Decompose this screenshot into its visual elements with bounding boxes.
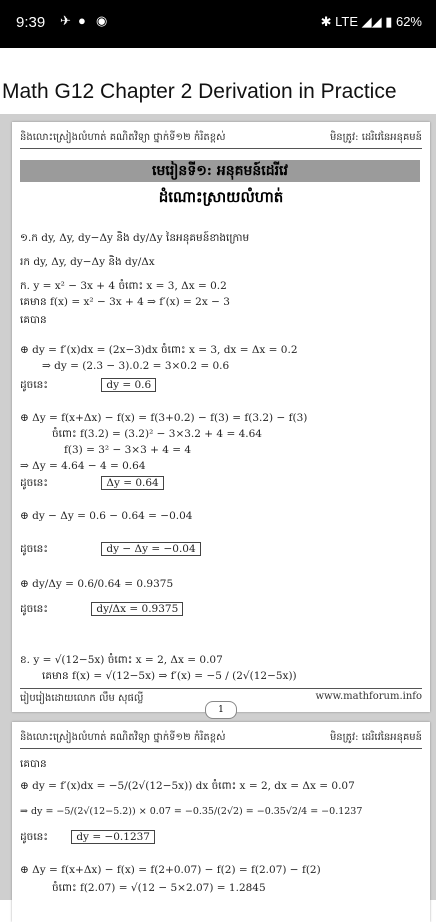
answer-box: dy = −0.1237 [71, 830, 155, 844]
answer-row [20, 602, 183, 618]
math-line: ខ. y = √(12−5x) ចំពោះ x = 2, Δx = 0.07 [20, 654, 223, 666]
answer-label: ដូចនេះ [20, 543, 48, 555]
header-left: និងលោះស្រៀងលំហាត់ គណិតវិទ្យា ថ្នាក់ទី១២ កំរិតខ្ពស់ [20, 732, 226, 743]
status-time: 9:39 [16, 14, 46, 31]
math-line: ចំពោះ f(2.07) = √(12 − 5×2.07) = 1.2845 [52, 882, 266, 894]
page-1[interactable] [12, 122, 430, 715]
math-line: ⇒ dy = −5/(2√(12−5.2)) × 0.07 = −0.35/(2√2) = −0.35√2/4 = −0.1237 [20, 806, 363, 817]
math-line: ⇒ Δy = 4.64 − 4 = 0.64 [20, 460, 146, 472]
header-right: មិនត្រូវ: ដេរិវេនៃអនុគមន៍ [329, 132, 422, 143]
answer-row [20, 476, 164, 492]
header-left: និងលោះស្រៀងលំហាត់ គណិតវិទ្យា ថ្នាក់ទី១២ កំរិតខ្ពស់ [20, 132, 226, 143]
math-line: ⊕ dy − Δy = 0.6 − 0.64 = −0.04 [20, 510, 193, 522]
math-line: f(3) = 3² − 3×3 + 4 = 4 [64, 444, 192, 456]
page-header [20, 730, 422, 749]
notification-icon: ◉ [96, 13, 108, 28]
math-line: រក dy, Δy, dy−Δy និង dy/Δx [20, 256, 155, 268]
math-line: ⊕ dy = f′(x)dx = (2x−3)dx ចំពោះ x = 3, dx = Δx = 0.2 [20, 344, 298, 356]
math-line: ១.ក dy, Δy, dy−Δy និង dy/Δy នៃអនុគមន៍ខាងក្រោម [20, 232, 250, 244]
status-bar [0, 0, 436, 48]
app-title: Math G12 Chapter 2 Derivation in Practice [2, 80, 397, 103]
answer-label: ដូចនេះ [20, 477, 48, 489]
math-line: ⊕ Δy = f(x+Δx) − f(x) = f(2+0.07) − f(2) = f(2.07) − f(2) [20, 864, 321, 876]
math-line: គេបាន [20, 758, 47, 770]
page-2[interactable] [12, 722, 430, 922]
solution-subtitle: ដំណោះស្រាយលំហាត់ [158, 188, 284, 206]
footer-author: រៀបរៀងដោយលោក លឹម សុផល្លី [20, 693, 144, 704]
telegram-icon: ✈ [60, 13, 71, 28]
math-line: ⊕ dy = f′(x)dx = −5/(2√(12−5x)) dx ចំពោះ x = 2, dx = Δx = 0.07 [20, 780, 355, 792]
answer-row [20, 830, 155, 846]
footer-website: www.mathforum.info [315, 691, 422, 702]
page-header [20, 130, 422, 149]
pdf-viewer[interactable] [0, 114, 436, 900]
answer-box: dy/Δx = 0.9375 [91, 602, 183, 616]
answer-box: dy = 0.6 [101, 378, 156, 392]
answer-box: dy − Δy = −0.04 [101, 542, 200, 556]
lesson-title: មេរៀនទី១: អនុគមន៍ដេរីវេ [20, 160, 420, 182]
answer-label: ដូចនេះ [20, 379, 48, 391]
answer-label: ដូចនេះ [20, 831, 48, 843]
answer-row [20, 378, 156, 394]
status-right-icons: ✱ LTE ◢◢ ▮ 62% [320, 14, 422, 29]
math-line: ⇒ dy = (2.3 − 3).0.2 = 3×0.2 = 0.6 [42, 360, 230, 372]
math-line: គេមាន f(x) = x² − 3x + 4 ⇒ f′(x) = 2x − 3 [20, 296, 230, 308]
page-number: 1 [205, 701, 237, 719]
math-line: គេមាន f(x) = √(12−5x) ⇒ f′(x) = −5 / (2√(12−5x)) [42, 670, 297, 682]
header-right: មិនត្រូវ: ដេរិវេនៃអនុគមន៍ [329, 732, 422, 743]
math-line: ⊕ Δy = f(x+Δx) − f(x) = f(3+0.2) − f(3) = f(3.2) − f(3) [20, 412, 308, 424]
answer-row [20, 542, 201, 558]
answer-box: Δy = 0.64 [101, 476, 163, 490]
answer-label: ដូចនេះ [20, 603, 48, 615]
messenger-icon: ● [78, 13, 86, 28]
math-line: ចំពោះ f(3.2) = (3.2)² − 3×3.2 + 4 = 4.64 [52, 428, 262, 440]
math-line: ⊕ dy/Δy = 0.6/0.64 = 0.9375 [20, 578, 174, 590]
math-line: គេបាន [20, 314, 47, 326]
math-line: ក. y = x² − 3x + 4 ចំពោះ x = 3, Δx = 0.2 [20, 280, 227, 292]
